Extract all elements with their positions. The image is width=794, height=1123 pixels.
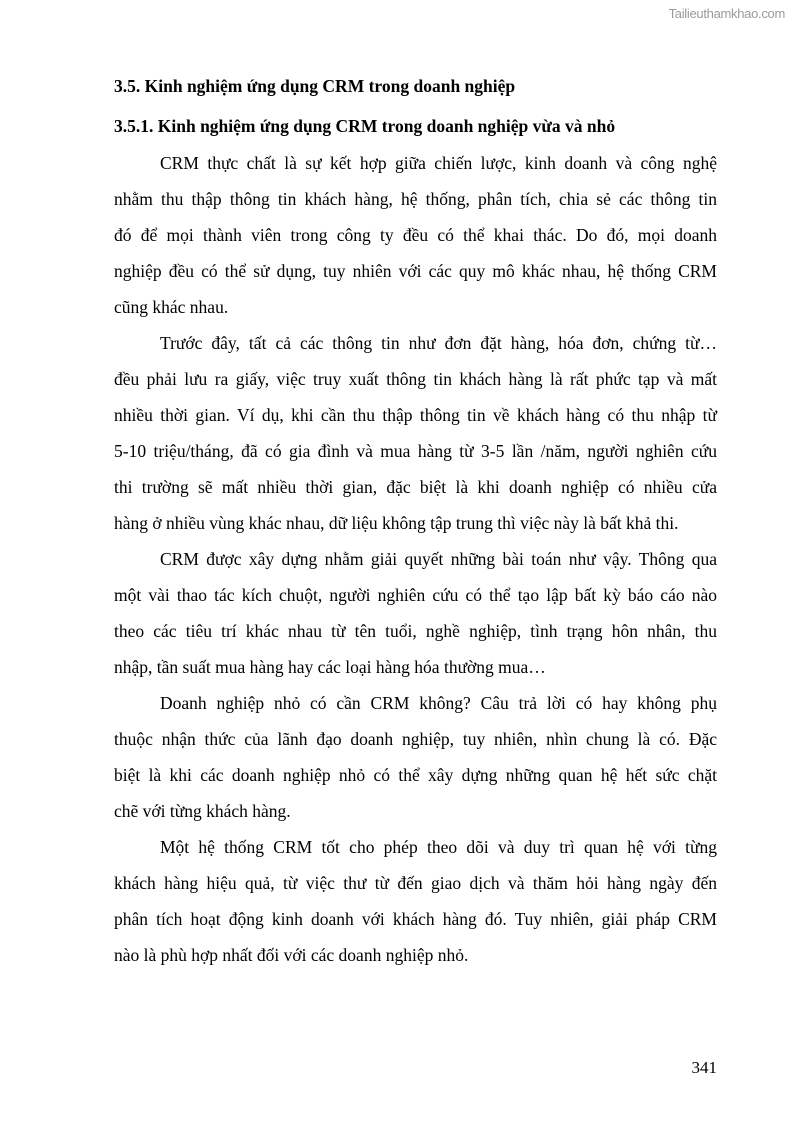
- text-line: nhằm thu thập thông tin khách hàng, hệ thống, phân tích, chia sẻ các thông tin: [114, 189, 717, 209]
- watermark: Tailieuthamkhao.com: [668, 6, 785, 21]
- text-line: nhập, tần suất mua hàng hay các loại hàng hóa thường mua…: [114, 657, 546, 677]
- text-line: hàng ở nhiều vùng khác nhau, dữ liệu không tập trung thì việc này là bất khả thi.: [114, 513, 679, 533]
- subsection-heading: 3.5.1. Kinh nghiệm ứng dụng CRM trong doanh nghiệp vừa và nhỏ: [114, 116, 616, 136]
- text-line: nghiệp đều có thể sử dụng, tuy nhiên với các quy mô khác nhau, hệ thống CRM: [114, 261, 717, 281]
- paragraph: [114, 330, 717, 546]
- text-line: phân tích hoạt động kinh doanh với khách hàng đó. Tuy nhiên, giải pháp CRM: [114, 909, 717, 929]
- text-line: CRM thực chất là sự kết hợp giữa chiến lược, kinh doanh và công nghệ: [160, 153, 717, 173]
- text-line: Doanh nghiệp nhỏ có cần CRM không? Câu trả lời có hay không phụ: [160, 693, 717, 713]
- text-line: nào là phù hợp nhất đối với các doanh nghiệp nhỏ.: [114, 945, 469, 965]
- paragraph: [114, 834, 717, 978]
- text-line: đều phải lưu ra giấy, việc truy xuất thông tin khách hàng là rất phức tạp và mất: [114, 369, 717, 389]
- paragraph: [114, 150, 717, 330]
- section-heading: 3.5. Kinh nghiệm ứng dụng CRM trong doanh nghiệp: [114, 76, 516, 96]
- text-line: 5-10 triệu/tháng, đã có gia đình và mua hàng từ 3-5 lần /năm, người nghiên cứu: [114, 441, 717, 461]
- text-line: thi trường sẽ mất nhiều thời gian, đặc biệt là khi doanh nghiệp có nhiều cửa: [114, 477, 717, 497]
- text-line: theo các tiêu trí khác nhau từ tên tuổi, nghề nghiệp, tình trạng hôn nhân, thu: [114, 621, 717, 641]
- text-line: cũng khác nhau.: [114, 297, 229, 317]
- text-line: một vài thao tác kích chuột, người nghiên cứu có thể tạo lập bất kỳ báo cáo nào: [114, 585, 717, 605]
- text-line: khách hàng hiệu quả, từ việc thư từ đến giao dịch và thăm hỏi hàng ngày đến: [114, 873, 717, 893]
- text-line: đó để mọi thành viên trong công ty đều có thể khai thác. Do đó, mọi doanh: [114, 225, 717, 245]
- text-line: thuộc nhận thức của lãnh đạo doanh nghiệp, tuy nhiên, nhìn chung là có. Đặc: [114, 729, 717, 749]
- paragraph: [114, 690, 717, 834]
- page-number: 341: [691, 1058, 717, 1077]
- text-line: Trước đây, tất cả các thông tin như đơn đặt hàng, hóa đơn, chứng từ…: [160, 333, 717, 353]
- paragraph: [114, 546, 717, 690]
- text-line: chẽ với từng khách hàng.: [114, 801, 291, 821]
- text-line: CRM được xây dựng nhằm giải quyết những bài toán như vậy. Thông qua: [160, 549, 717, 569]
- body-text: [114, 150, 717, 978]
- text-line: biệt là khi các doanh nghiệp nhỏ có thể xây dựng những quan hệ hết sức chặt: [114, 765, 717, 785]
- text-line: Một hệ thống CRM tốt cho phép theo dõi và duy trì quan hệ với từng: [160, 837, 717, 857]
- text-line: nhiều thời gian. Ví dụ, khi cần thu thập thông tin về khách hàng có thu nhập từ: [114, 405, 717, 425]
